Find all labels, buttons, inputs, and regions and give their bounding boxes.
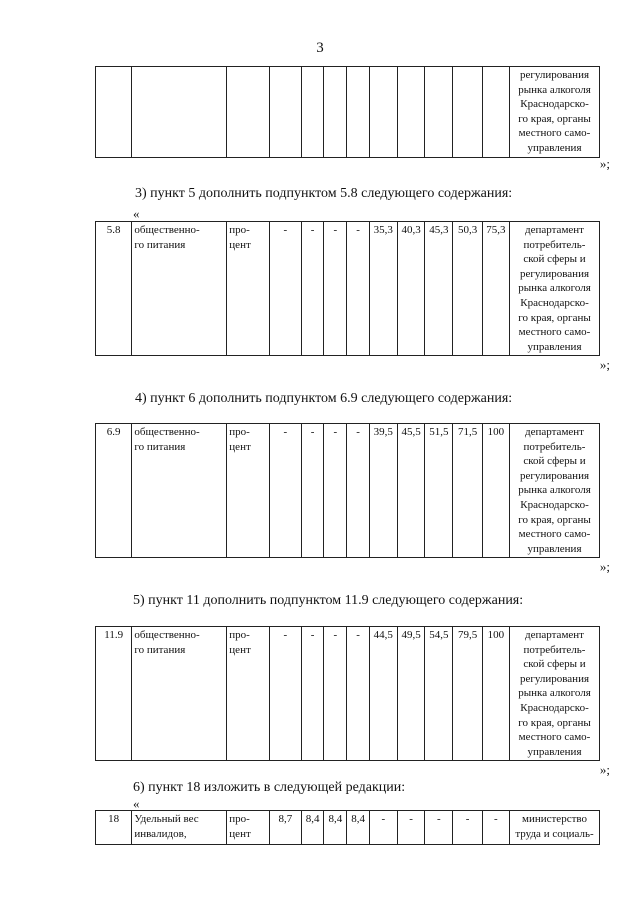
unit	[227, 424, 269, 558]
name-line: го питания	[134, 440, 186, 453]
responsible-line: управления	[527, 141, 582, 154]
responsible-line: Краснодарско-	[520, 296, 589, 309]
value-cell: 49,5	[397, 627, 424, 761]
responsible-line: Краснодарско-	[520, 498, 589, 511]
value-cell: -	[425, 811, 453, 845]
name-line: общественно-	[134, 224, 200, 236]
value-cell: -	[302, 424, 324, 558]
cell-empty	[425, 67, 453, 158]
indicator-name	[132, 627, 227, 761]
value-cell: -	[302, 222, 324, 356]
value-cell: -	[269, 627, 301, 761]
responsible-line: управления	[527, 542, 582, 555]
value-cell: -	[269, 424, 301, 558]
value-cell: 39,5	[369, 424, 397, 558]
responsible-line: ской сферы и	[523, 658, 586, 671]
indicator-name	[132, 424, 227, 558]
cell-empty	[302, 67, 324, 158]
responsible-line: регулирования	[519, 672, 590, 685]
responsible-line: регулирования	[519, 69, 590, 81]
unit-line: цент	[229, 440, 251, 453]
unit-line: про-	[229, 426, 250, 438]
opening-quote: «	[133, 206, 140, 221]
value-cell: 8,4	[302, 811, 324, 845]
value-cell: 8,4	[347, 811, 369, 845]
unit-line: цент	[229, 643, 251, 656]
cell-empty	[369, 67, 397, 158]
responsible-line: го края, органы	[518, 311, 591, 324]
name-line: го питания	[134, 238, 186, 251]
table-row-18	[95, 810, 600, 845]
cell-empty	[482, 67, 509, 158]
unit	[227, 811, 269, 845]
indicator-name	[132, 811, 227, 845]
value-cell: -	[324, 627, 347, 761]
value-cell: 75,3	[482, 222, 509, 356]
cell-empty	[96, 67, 132, 158]
value-cell: 45,5	[397, 424, 424, 558]
value-cell: 71,5	[453, 424, 482, 558]
responsible-cell	[510, 811, 600, 845]
responsible-line: го края, органы	[518, 112, 591, 125]
value-cell: 79,5	[453, 627, 482, 761]
paragraph-5: 5) пункт 11 дополнить подпунктом 11.9 следующего содержания:	[133, 593, 524, 608]
cell-empty	[324, 67, 347, 158]
responsible-cell	[510, 222, 600, 356]
value-cell: -	[482, 811, 509, 845]
value-cell: 100	[482, 424, 509, 558]
responsible-line: рынка алкоголя	[518, 83, 591, 96]
name-line: го питания	[134, 643, 186, 656]
table-row-11-9	[95, 626, 600, 761]
continuation-table	[95, 66, 600, 158]
cell-empty	[397, 67, 424, 158]
responsible-line: департамент	[525, 224, 584, 236]
closing-quote: »;	[599, 357, 610, 372]
unit-line: про-	[229, 629, 250, 641]
cell-empty	[347, 67, 369, 158]
responsible-line: регулирования	[519, 469, 590, 482]
value-cell: -	[347, 222, 369, 356]
responsible-cell	[510, 424, 600, 558]
responsible-line: департамент	[525, 426, 584, 438]
cell-empty	[453, 67, 482, 158]
responsible-line: департамент	[525, 629, 584, 641]
value-cell: -	[453, 811, 482, 845]
value-cell: -	[347, 627, 369, 761]
indicator-name	[132, 222, 227, 356]
opening-quote: «	[133, 796, 140, 811]
responsible-line: ской сферы и	[523, 253, 586, 266]
value-cell: 44,5	[369, 627, 397, 761]
value-cell: -	[302, 627, 324, 761]
value-cell: -	[324, 222, 347, 356]
responsible-line: местного само-	[518, 326, 591, 339]
unit-line: про-	[229, 813, 250, 825]
unit-line: цент	[229, 827, 251, 840]
unit	[227, 627, 269, 761]
value-cell: -	[324, 424, 347, 558]
cell-empty	[269, 67, 301, 158]
value-cell: 8,4	[324, 811, 347, 845]
responsible-line: потребитель-	[523, 238, 586, 251]
responsible-line: местного само-	[518, 127, 591, 140]
paragraph-3: 3) пункт 5 дополнить подпунктом 5.8 следующего содержания:	[135, 186, 513, 201]
responsible-line: рынка алкоголя	[518, 484, 591, 497]
responsible-line: министерство	[522, 813, 588, 825]
responsible-line: рынка алкоголя	[518, 282, 591, 295]
value-cell: 54,5	[425, 627, 453, 761]
closing-quote: »;	[599, 156, 610, 171]
item-number: 6.9	[96, 424, 132, 558]
responsible-cell	[510, 627, 600, 761]
item-number: 5.8	[96, 222, 132, 356]
closing-quote: »;	[599, 762, 610, 777]
cell-empty	[227, 67, 269, 158]
responsible-line: труда и социаль-	[515, 827, 594, 840]
unit-line: про-	[229, 224, 250, 236]
responsible-cell	[510, 67, 600, 158]
responsible-line: го края, органы	[518, 716, 591, 729]
name-line: Удельный вес	[134, 813, 199, 825]
page-number: 3	[316, 40, 324, 56]
responsible-line: Краснодарско-	[520, 701, 589, 714]
responsible-line: регулирования	[519, 267, 590, 280]
value-cell: 51,5	[425, 424, 453, 558]
responsible-line: Краснодарско-	[520, 98, 589, 111]
table-row-5-8	[95, 221, 600, 356]
responsible-line: потребитель-	[523, 440, 586, 453]
value-cell: -	[369, 811, 397, 845]
item-number: 18	[96, 811, 132, 845]
responsible-line: ской сферы и	[523, 455, 586, 468]
responsible-line: потребитель-	[523, 643, 586, 656]
name-line: инвалидов,	[134, 827, 187, 840]
value-cell: -	[397, 811, 424, 845]
value-cell: 45,3	[425, 222, 453, 356]
unit-line: цент	[229, 238, 251, 251]
cell-empty	[132, 67, 227, 158]
unit	[227, 222, 269, 356]
table-row-6-9	[95, 423, 600, 558]
responsible-line: го края, органы	[518, 513, 591, 526]
value-cell: -	[269, 222, 301, 356]
value-cell: 8,7	[269, 811, 301, 845]
value-cell: 35,3	[369, 222, 397, 356]
value-cell: 50,3	[453, 222, 482, 356]
responsible-line: местного само-	[518, 528, 591, 541]
paragraph-4: 4) пункт 6 дополнить подпунктом 6.9 следующего содержания:	[135, 391, 513, 406]
responsible-line: местного само-	[518, 731, 591, 744]
value-cell: 40,3	[397, 222, 424, 356]
value-cell: 100	[482, 627, 509, 761]
responsible-line: управления	[527, 340, 582, 353]
value-cell: -	[347, 424, 369, 558]
paragraph-6: 6) пункт 18 изложить в следующей редакции:	[133, 780, 406, 795]
name-line: общественно-	[134, 629, 200, 641]
closing-quote: »;	[599, 559, 610, 574]
responsible-line: рынка алкоголя	[518, 687, 591, 700]
responsible-line: управления	[527, 745, 582, 758]
name-line: общественно-	[134, 426, 200, 438]
item-number: 11.9	[96, 627, 132, 761]
